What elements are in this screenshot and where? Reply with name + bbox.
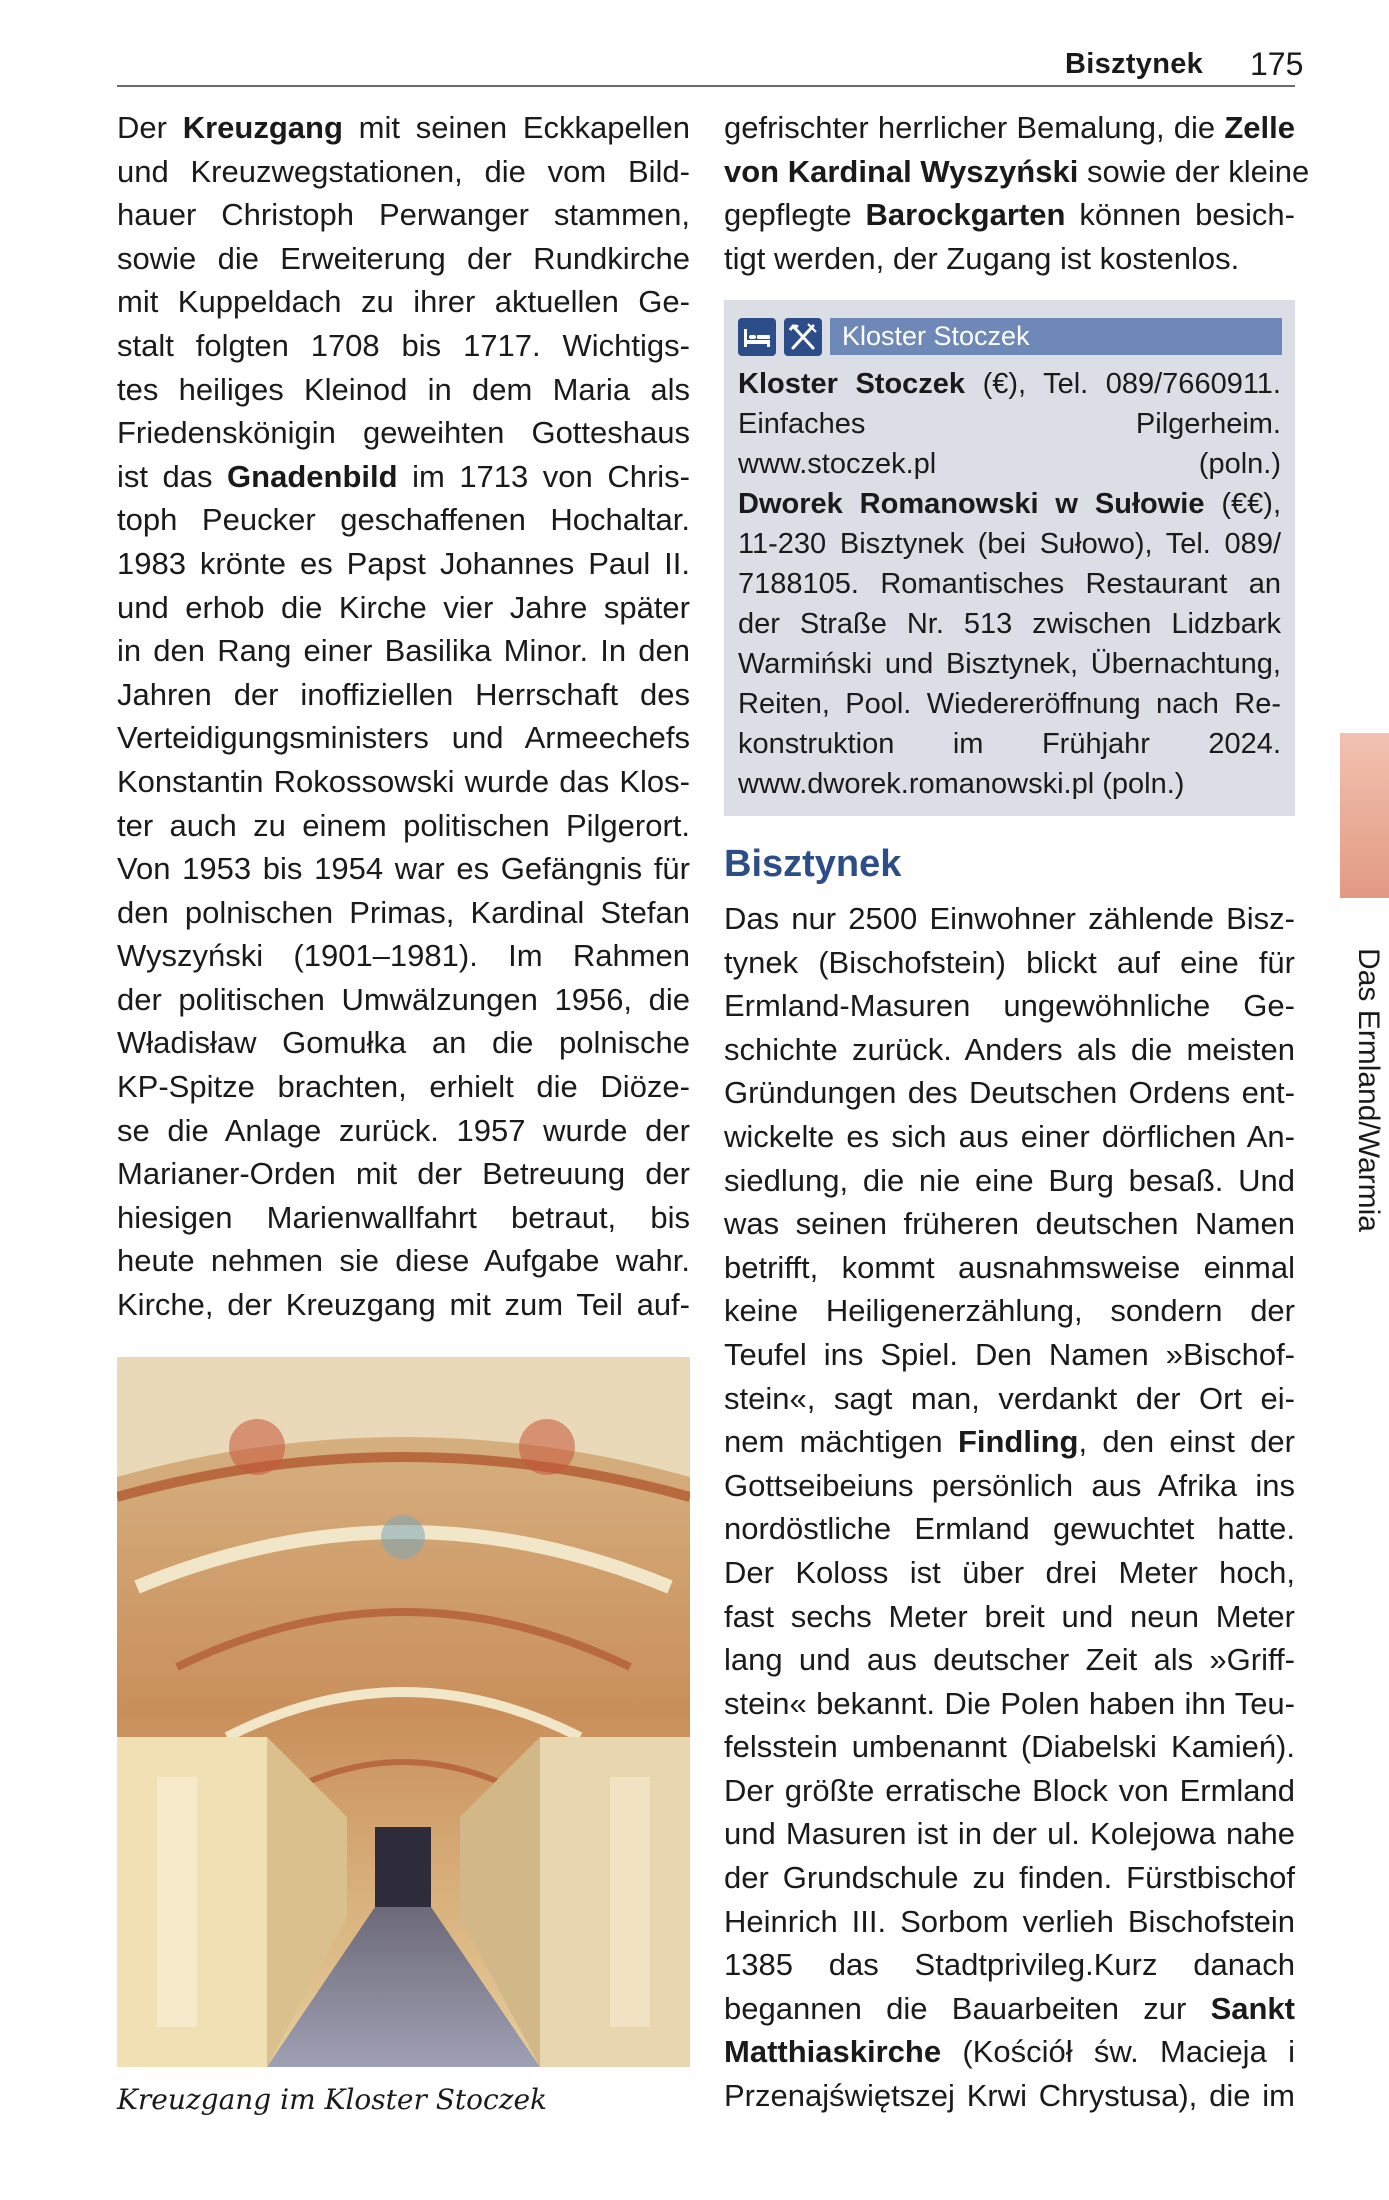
bold-term: Barockgarten (865, 197, 1066, 233)
text-run: der Straße Nr. 513 zwischen Lidzbark (738, 608, 1281, 640)
text-line (724, 193, 1295, 237)
text-run: im 1713 von Chris- (397, 458, 690, 494)
page-number: 175 (1250, 46, 1304, 82)
text-run: Marianer-Orden mit der Betreuung der (117, 1156, 690, 1192)
text-run: www.dworek.romanowski.pl (poln.) (738, 768, 1185, 800)
text-run: Władisław Gomułka an die polnische (117, 1025, 690, 1061)
chapter-tab-label: Das Ermland/Warmia (1352, 948, 1385, 1232)
text-line (117, 891, 690, 935)
bold-term: Kreuzgang (182, 110, 343, 145)
bold-term: Matthiaskirche (724, 2034, 942, 2070)
text-run: lang und aus deutscher Zeit als »Griff- (724, 1642, 1295, 1678)
text-line (117, 1109, 690, 1153)
text-line (117, 193, 690, 237)
section-heading: Bisztynek (724, 843, 902, 885)
text-line (724, 1595, 1295, 1639)
text-line (724, 1551, 1295, 1595)
text-line (738, 404, 1281, 444)
text-run: keine Heiligenerzählung, sondern der (724, 1293, 1295, 1329)
text-run: Konstantin Rokossowski wurde das Klos- (117, 763, 690, 799)
info-box-text (738, 364, 1281, 804)
text-run: (Kościół św. Macieja i (941, 2034, 1295, 2070)
text-run: stalt folgten 1708 bis 1717. Wichtigs- (117, 327, 690, 363)
text-line (724, 1333, 1295, 1377)
text-run: gefrischter herrlicher Bemalung, die (724, 110, 1225, 145)
text-run: , den einst der (1078, 1424, 1295, 1460)
text-run: nordöstliche Ermland gewuchtet hatte. (724, 1511, 1295, 1547)
text-line (724, 150, 1310, 194)
text-run: begannen die Bauarbeiten zur (724, 1990, 1211, 2026)
text-line (738, 524, 1281, 564)
text-line (724, 984, 1295, 1028)
text-line (724, 1246, 1295, 1290)
left-column-text (117, 106, 690, 1327)
text-line (724, 1028, 1295, 1072)
text-run: was seinen früheren deutschen Namen (724, 1206, 1295, 1242)
fork-knife-icon (784, 318, 822, 356)
text-run: in den Rang einer Basilika Minor. In den (117, 633, 690, 669)
text-run: tes heiliges Kleinod in dem Maria als (117, 371, 690, 407)
text-line (117, 324, 690, 368)
text-run: Friedenskönigin geweihten Gotteshaus (117, 415, 690, 451)
text-run: der Grundschule zu finden. Fürstbischof (724, 1860, 1295, 1896)
text-line (117, 106, 690, 150)
text-line (724, 1289, 1295, 1333)
text-line (724, 1638, 1295, 1682)
text-line (738, 444, 1281, 484)
text-run: Der Koloss ist über drei Meter hoch, (724, 1554, 1295, 1590)
info-box (724, 300, 1295, 816)
text-run: tigt werden, der Zugang ist kostenlos. (724, 240, 1240, 276)
bold-term: Zelle (1224, 110, 1295, 145)
text-run: den polnischen Primas, Kardinal Stefan (117, 894, 690, 930)
text-line (117, 150, 690, 194)
text-run: schichte zurück. Anders als die meisten (724, 1031, 1295, 1067)
text-line (738, 764, 1281, 804)
cloister-photo (117, 1357, 690, 2067)
text-run: Gottseibeiuns persönlich aus Afrika ins (724, 1467, 1295, 1503)
text-run: Kirche, der Kreuzgang mit zum Teil auf- (117, 1287, 690, 1323)
text-run: stein« bekannt. Die Polen haben ihn Teu- (724, 1685, 1295, 1721)
text-run: mit Kuppeldach zu ihrer aktuellen Ge- (117, 284, 690, 320)
bed-icon (738, 318, 776, 356)
text-run: stein«, sagt man, verdankt der Ort ei- (724, 1380, 1295, 1416)
text-run: können besich- (1065, 197, 1295, 233)
text-line (117, 1021, 690, 1065)
text-line (724, 2030, 1295, 2074)
text-run: (€), Tel. 089/7660911. (965, 368, 1281, 400)
text-line (117, 368, 690, 412)
text-line (738, 604, 1281, 644)
text-run: mit seinen Eckkapellen (342, 110, 690, 145)
running-header-title: Bisztynek (1065, 48, 1204, 80)
text-line (738, 364, 1281, 404)
text-line (724, 1987, 1295, 2031)
text-line (724, 1769, 1295, 1813)
text-line (724, 2074, 1295, 2118)
text-line (724, 1115, 1295, 1159)
text-run: fast sechs Meter breit und neun Meter (724, 1598, 1295, 1634)
text-run: Wyszyński (1901–1981). Im Rahmen (117, 938, 690, 974)
text-line (724, 106, 1295, 150)
text-line (117, 455, 690, 499)
text-line (117, 934, 690, 978)
right-column-intro-text (724, 106, 1310, 280)
text-line (724, 1856, 1295, 1900)
text-line (117, 978, 690, 1022)
text-run: (€€), (1204, 488, 1281, 520)
text-run: Der (117, 110, 183, 145)
text-run: toph Peucker geschaffenen Hochaltar. (117, 502, 690, 538)
text-line (117, 673, 690, 717)
text-run: hiesigen Marienwallfahrt betraut, bis (117, 1199, 690, 1235)
text-line (117, 1239, 690, 1283)
text-run: Przenajświętszej Krwi Chrystusa), die im (724, 2078, 1295, 2114)
text-line (724, 1900, 1295, 1944)
text-line (117, 498, 690, 542)
text-run: Heinrich III. Sorbom verlieh Bischofstein (724, 1903, 1295, 1939)
text-line (724, 1377, 1295, 1421)
text-run: 11-230 Bisztynek (bei Sułowo), Tel. 089/ (738, 528, 1281, 560)
text-run: 7188105. Romantisches Restaurant an (738, 568, 1281, 600)
text-line (117, 716, 690, 760)
chapter-tab (1340, 733, 1389, 898)
text-line (724, 1812, 1295, 1856)
text-run: felsstein umbenannt (Diabelski Kamień). (724, 1729, 1295, 1765)
text-line (117, 237, 690, 281)
text-line (724, 1420, 1295, 1464)
text-line (117, 1196, 690, 1240)
bold-term: Gnadenbild (227, 458, 398, 494)
text-line (117, 1065, 690, 1109)
text-line (724, 1159, 1295, 1203)
text-run: Ermland-Masuren ungewöhnliche Ge- (724, 988, 1295, 1024)
text-run: tynek (Bischofstein) blickt auf eine für (724, 944, 1295, 980)
text-line (117, 411, 690, 455)
text-run: sowie der kleine (1078, 153, 1310, 189)
bold-term: von Kardinal Wyszyński (724, 153, 1079, 189)
text-run: Der größte erratische Block von Ermland (724, 1772, 1295, 1808)
text-line (738, 724, 1281, 764)
text-line (117, 586, 690, 630)
photo-caption: Kreuzgang im Kloster Stoczek (117, 2083, 548, 2116)
text-run: und Masuren ist in der ul. Kolejowa nahe (724, 1816, 1295, 1852)
section-body-text (724, 897, 1295, 2118)
text-line (724, 941, 1295, 985)
text-line (724, 1202, 1295, 1246)
text-run: Gründungen des Deutschen Ordens ent- (724, 1075, 1295, 1111)
text-run: Reiten, Pool. Wiedereröffnung nach Re- (738, 688, 1281, 720)
bold-term: Findling (957, 1424, 1079, 1460)
text-line (117, 804, 690, 848)
text-line (724, 237, 1295, 281)
text-run: gepflegte (724, 197, 866, 233)
text-run: sowie die Erweiterung der Rundkirche (117, 240, 690, 276)
bold-term: Kloster Stoczek (738, 368, 966, 400)
text-run: Verteidigungsministers und Armeechefs (117, 720, 690, 756)
text-run: heute nehmen sie diese Aufgabe wahr. (117, 1243, 690, 1279)
text-line (117, 542, 690, 586)
text-run: nem mächtigen (724, 1424, 958, 1460)
text-run: betrifft, kommt ausnahmsweise einmal (724, 1249, 1295, 1285)
text-run: wickelte es sich aus einer dörflichen An- (724, 1118, 1295, 1154)
text-run: hauer Christoph Perwanger stammen, (117, 197, 690, 233)
info-box-title: Kloster Stoczek (830, 318, 1282, 355)
text-line (117, 1283, 690, 1327)
text-run: Das nur 2500 Einwohner zählende Bisz- (724, 901, 1295, 936)
text-run: 1385 das Stadtprivileg.Kurz danach (724, 1947, 1295, 1983)
text-line (738, 484, 1281, 524)
text-run: www.stoczek.pl (poln.) (738, 448, 1281, 480)
text-line (738, 564, 1281, 604)
text-line (724, 1682, 1295, 1726)
text-line (738, 684, 1281, 724)
text-line (724, 897, 1295, 941)
text-line (117, 847, 690, 891)
bold-term: Sankt (1210, 1990, 1295, 2026)
text-run: Jahren der inoffiziellen Herrschaft des (117, 676, 690, 712)
text-run: ter auch zu einem politischen Pilgerort. (117, 807, 690, 843)
text-run: 1983 krönte es Papst Johannes Paul II. (117, 545, 690, 581)
text-line (724, 1071, 1295, 1115)
text-line (117, 280, 690, 324)
text-run: Teufel ins Spiel. Den Namen »Bischof- (724, 1336, 1295, 1372)
text-run: der politischen Umwälzungen 1956, die (117, 981, 690, 1017)
text-line (117, 760, 690, 804)
text-line (117, 629, 690, 673)
text-run: se die Anlage zurück. 1957 wurde der (117, 1112, 690, 1148)
text-line (724, 1725, 1295, 1769)
text-line (724, 1943, 1295, 1987)
text-line (738, 644, 1281, 684)
text-run: Warmiński und Bisztynek, Übernachtung, (738, 648, 1281, 680)
text-run: und Kreuzwegstationen, die vom Bild- (117, 153, 690, 189)
text-line (117, 1152, 690, 1196)
text-line (724, 1507, 1295, 1551)
text-run: konstruktion im Frühjahr 2024. (738, 728, 1281, 760)
text-run: und erhob die Kirche vier Jahre später (117, 589, 690, 625)
header-rule (117, 85, 1295, 87)
text-run: KP-Spitze brachten, erhielt die Diöze- (117, 1069, 690, 1105)
text-run: Von 1953 bis 1954 war es Gefängnis für (117, 851, 690, 887)
text-run: ist das (117, 458, 228, 494)
text-run: Einfaches Pilgerheim. (738, 408, 1281, 440)
text-run: siedlung, die nie eine Burg besaß. Und (724, 1162, 1295, 1198)
bold-term: Dworek Romanowski w Sułowie (738, 488, 1205, 520)
text-line (724, 1464, 1295, 1508)
